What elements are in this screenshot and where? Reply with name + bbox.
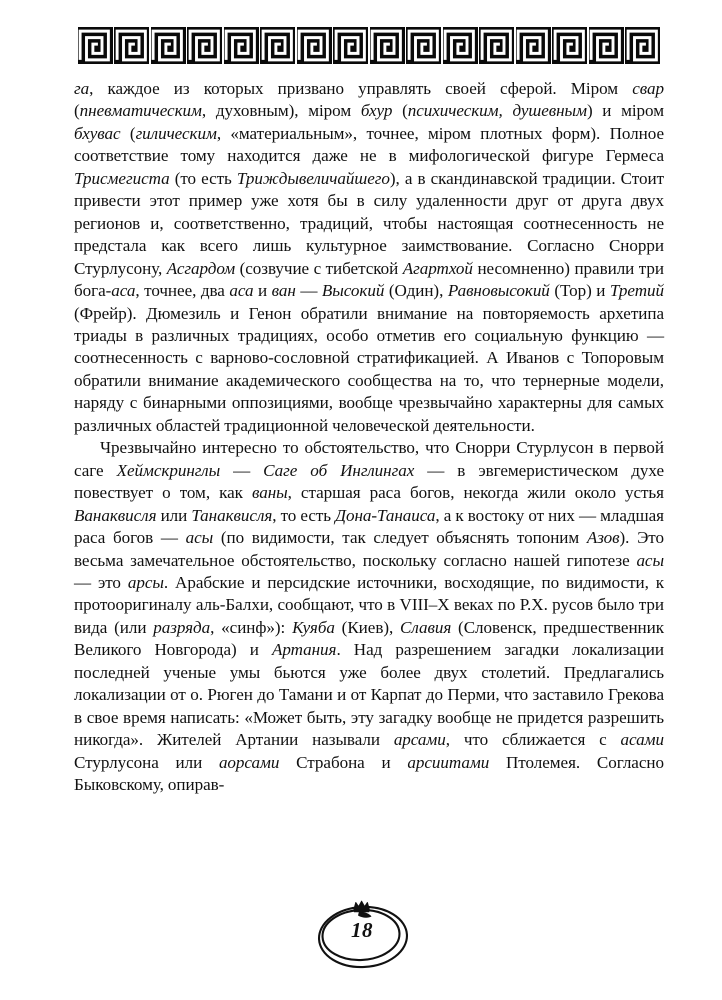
body-text: , то есть bbox=[272, 505, 336, 525]
meander-spiral-icon bbox=[259, 27, 296, 64]
emphasis-text: Артания bbox=[271, 640, 337, 660]
greek-key-meander-border bbox=[76, 27, 660, 64]
emphasis-text: бхувас bbox=[74, 123, 121, 143]
body-text: (Фрейр). Дюмезиль и Генон обратили внимание на повторяемость архетипа триады в различных традициях, особо отметив его социальную функцию — соотнесенность с варново-сословной стратификацией. А Иванов с Топоровым обратили внимание академического сообщества на то, что тернерные модели, наряду с бинарными оппозициями, вообще чрезвычайно характерны для самых различных областей традиционной человеческой деятельности. bbox=[74, 303, 664, 435]
paragraph bbox=[74, 78, 664, 437]
body-text: , что сближается с bbox=[445, 730, 621, 750]
meander-spiral-icon bbox=[514, 27, 551, 64]
meander-spiral-icon bbox=[368, 27, 405, 64]
emphasis-text: свар bbox=[632, 79, 664, 98]
body-text: — bbox=[295, 281, 322, 301]
body-text: ), а в скандинавской традиции. Стоит привести этот пример уже хотя бы в силу удаленности друг от друга двух регионов и, соответственно, традиций, чтобы настоящая соотнесенность не предстала как всего лишь культурное заимствование. Согласно Снорри Стурлусону, bbox=[74, 168, 664, 278]
meander-spiral-icon bbox=[441, 27, 478, 64]
emphasis-text: аса bbox=[111, 281, 136, 301]
body-text: Страбона и bbox=[279, 752, 408, 772]
emphasis-text: Асгардом bbox=[166, 258, 236, 278]
emphasis-text: Агартхой bbox=[402, 258, 473, 278]
body-text: , а к востоку от них — младшая раса богов — bbox=[74, 505, 664, 548]
body-text: , старшая раса богов, некогда жили около устья bbox=[287, 483, 664, 503]
body-text: Птолемея. Согласно Быковскому, опирав- bbox=[74, 752, 664, 795]
body-text: ( bbox=[392, 101, 408, 121]
body-text: . Арабские и персидские источники, восходящие, по видимости, к протооригиналу аль-Балхи, сообщают, что в VIII–X веках по Р.Х. русов было три вида (или bbox=[74, 572, 664, 637]
meander-spiral-icon bbox=[186, 27, 223, 64]
body-text: , точнее, два bbox=[135, 281, 230, 301]
body-text: , «синф»): bbox=[210, 617, 293, 637]
emphasis-text: Саге об Инглингах bbox=[263, 460, 415, 480]
meander-spiral-icon bbox=[149, 27, 186, 64]
body-text: ( bbox=[120, 123, 136, 143]
body-text: , каждое из которых призвано управлять своей сферой. Міром bbox=[89, 79, 633, 98]
body-text: — в эвгемеристическом духе повествует о том, как bbox=[74, 460, 664, 503]
body-text: , духовным), міром bbox=[201, 101, 361, 121]
emphasis-text: арсы bbox=[127, 572, 164, 592]
meander-spiral-icon bbox=[587, 27, 624, 64]
meander-spiral-icon bbox=[222, 27, 259, 64]
emphasis-text: Куяба bbox=[292, 617, 335, 637]
emphasis-text: асами bbox=[620, 730, 664, 750]
emphasis-text: арсами bbox=[393, 730, 446, 750]
body-text: — это bbox=[74, 572, 128, 592]
emphasis-text: Славия bbox=[400, 617, 452, 637]
page-number: 18 bbox=[351, 918, 373, 942]
body-text: несомненно) правили три бога- bbox=[74, 258, 665, 301]
meander-spiral-icon bbox=[478, 27, 515, 64]
meander-spiral-icon bbox=[76, 27, 113, 64]
emphasis-text: аорсами bbox=[218, 752, 280, 772]
body-text: (Киев), bbox=[334, 617, 401, 637]
emphasis-text: асы bbox=[636, 550, 664, 570]
meander-spiral-icon bbox=[551, 27, 588, 64]
body-text: Стурлусона или bbox=[74, 752, 219, 772]
emphasis-text: Хеймскринглы bbox=[116, 460, 221, 480]
emphasis-text: га bbox=[74, 79, 90, 98]
meander-spiral-icon bbox=[624, 27, 661, 64]
page-text-body bbox=[74, 78, 664, 797]
body-text: ( bbox=[74, 101, 80, 121]
paragraph bbox=[74, 437, 664, 796]
emphasis-text: ваны bbox=[251, 483, 288, 503]
page-number-badge bbox=[310, 893, 414, 973]
emphasis-text: бхур bbox=[360, 101, 393, 121]
body-text: или bbox=[156, 505, 192, 525]
emphasis-text: Танаквисля bbox=[191, 505, 273, 525]
emphasis-text: Азов bbox=[586, 528, 620, 548]
emphasis-text: Триждывеличайшего bbox=[236, 168, 390, 188]
body-text: , «материальным», точнее, міром плотных форм). Полное соответствие тому находится даже не в мифологической фигуре Гермеса bbox=[74, 123, 664, 166]
meander-spiral-icon bbox=[332, 27, 369, 64]
body-text: (по видимости, так следует объяснять топоним bbox=[213, 528, 587, 548]
body-text: (Один), bbox=[384, 281, 448, 301]
emphasis-text: Равновысокий bbox=[447, 281, 550, 301]
emphasis-text: разряда bbox=[153, 617, 211, 637]
meander-spiral-icon bbox=[295, 27, 332, 64]
body-text: — bbox=[220, 460, 264, 480]
body-text: и bbox=[253, 281, 272, 301]
emphasis-text: ван bbox=[271, 281, 296, 301]
emphasis-text: психическим, душевным bbox=[407, 101, 587, 121]
body-text: (Словенск, предшественник Великого Новгорода) и bbox=[74, 617, 665, 660]
meander-spiral-icon bbox=[113, 27, 150, 64]
emphasis-text: Ванаквисля bbox=[74, 505, 157, 525]
body-text: Чрезвычайно интересно то обстоятельство, что Снорри Стурлусон в первой саге bbox=[74, 438, 664, 480]
body-text: ). Это весьма замечательное обстоятельство, поскольку согласно нашей гипотезе bbox=[74, 528, 664, 570]
body-text: (Тор) и bbox=[549, 281, 610, 301]
body-text: (созвучие с тибетской bbox=[235, 258, 403, 278]
emphasis-text: Высокий bbox=[321, 281, 385, 301]
body-text: . Над разрешением загадки локализации последней ученые умы бьются уже более двух столетий. Предлагались локализации от о. Рюген до Тамани и от Карпат до Перми, что заставило Грекова в свое время написать: «Может быть, эту загадку вообще не придется разрешить никогда». Жителей Артании называли bbox=[74, 640, 664, 750]
emphasis-text: гилическим bbox=[135, 123, 217, 143]
body-text: ) и міром bbox=[586, 101, 664, 121]
body-text: (то есть bbox=[169, 168, 237, 188]
emphasis-text: асы bbox=[185, 528, 214, 548]
emphasis-text: арсиитами bbox=[407, 752, 490, 772]
emphasis-text: аса bbox=[229, 281, 254, 301]
emphasis-text: пневматическим bbox=[79, 101, 202, 121]
emphasis-text: Третий bbox=[609, 281, 665, 301]
meander-spiral-icon bbox=[405, 27, 442, 64]
crown-icon bbox=[354, 901, 369, 909]
emphasis-text: Трисмегиста bbox=[74, 168, 170, 188]
emphasis-text: Дона-Танаиса bbox=[335, 505, 436, 525]
